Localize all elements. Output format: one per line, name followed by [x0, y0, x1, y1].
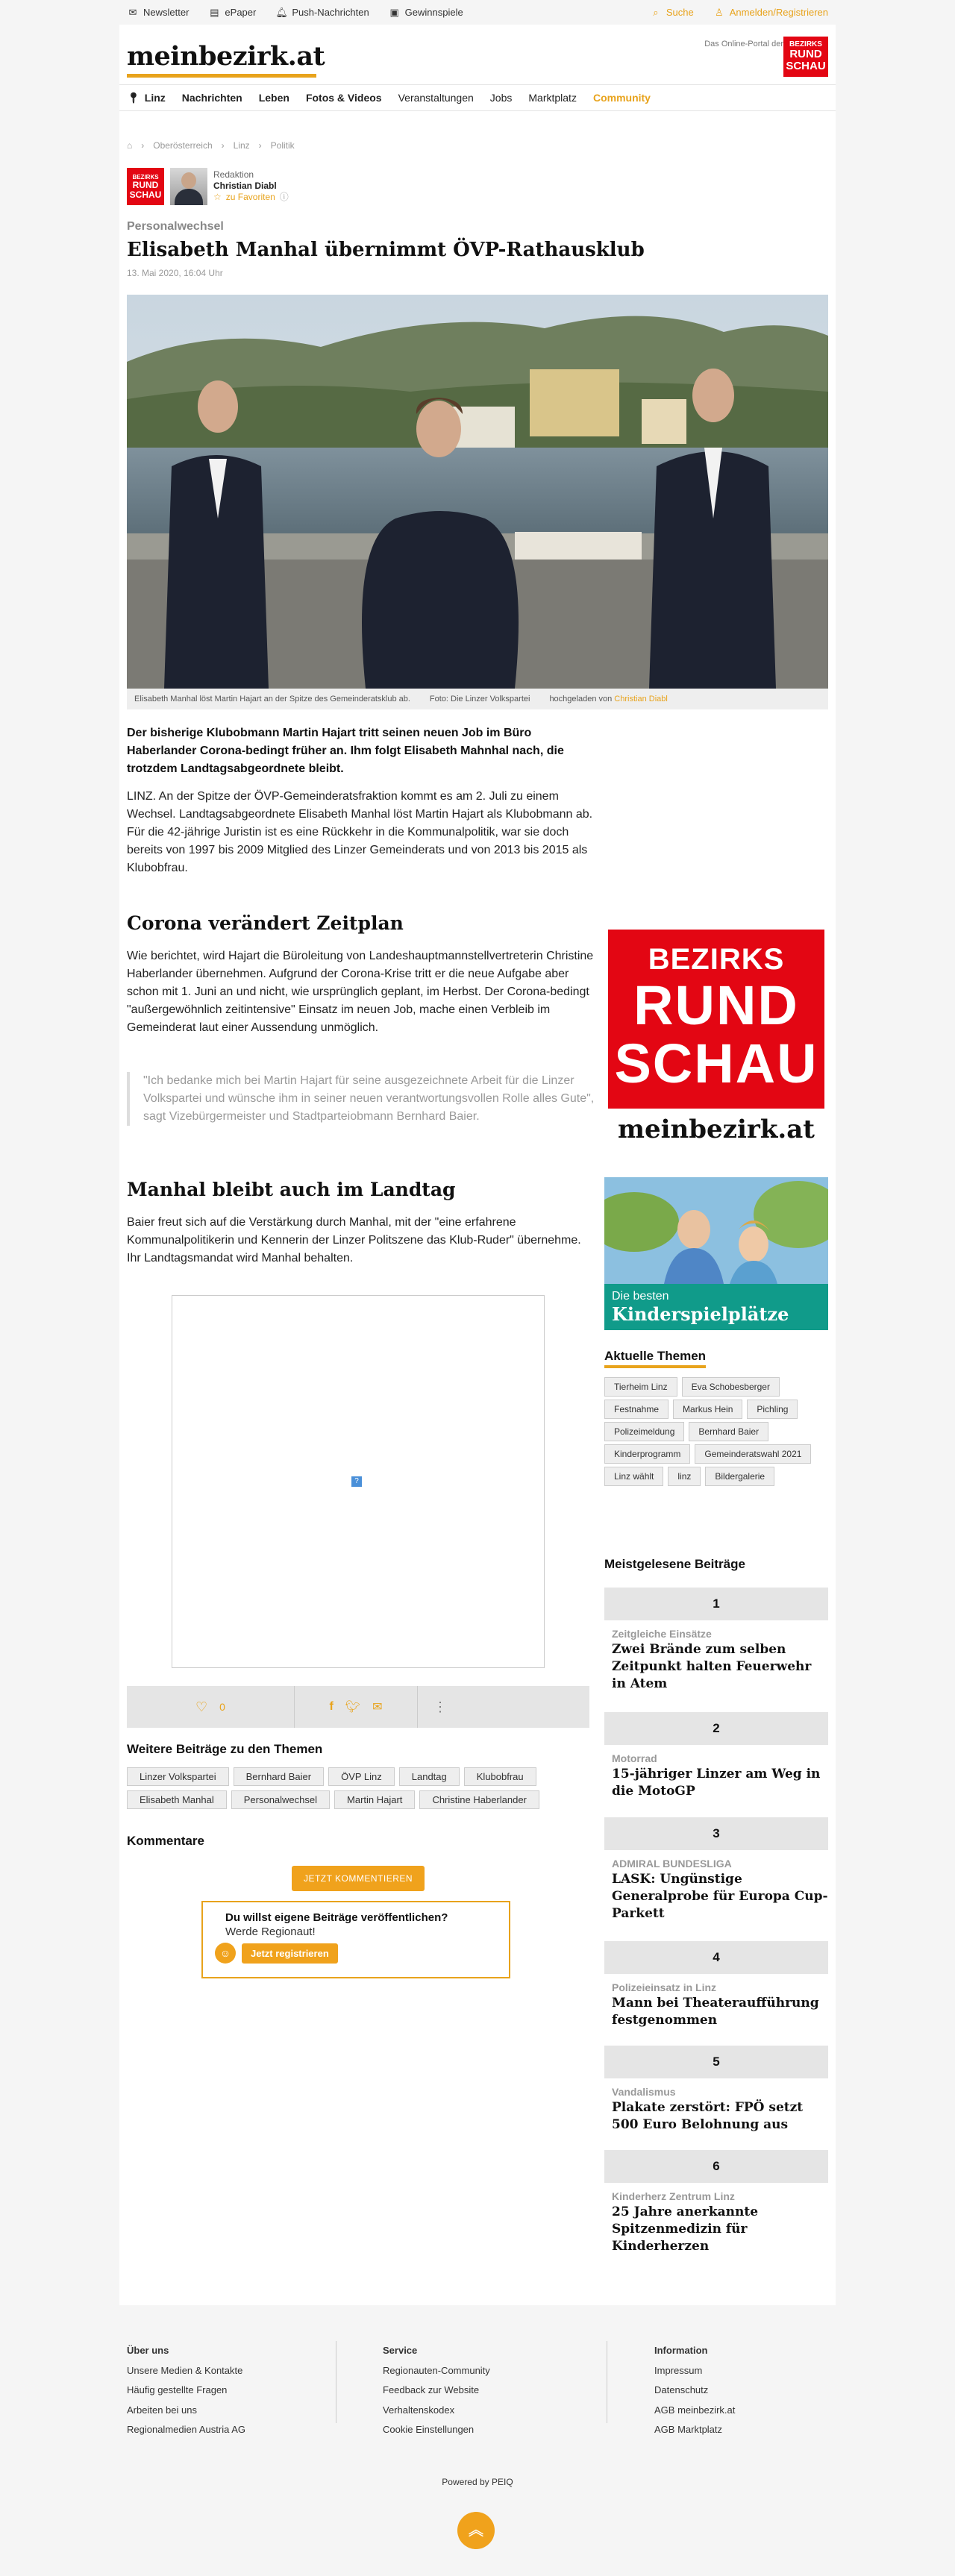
current-topic-tag[interactable]: Festnahme	[604, 1400, 668, 1419]
twitter-icon[interactable]: 🐦︎	[345, 1701, 361, 1714]
current-topic-tag[interactable]: Kinderprogramm	[604, 1444, 690, 1464]
kids-ad-line-2: Kinderspielplätze	[612, 1303, 789, 1325]
top-left-links	[127, 7, 463, 18]
current-topic-tag[interactable]: Polizeimeldung	[604, 1422, 684, 1441]
breadcrumb-separator: ›	[258, 140, 262, 151]
current-topic-tag[interactable]: Gemeinderatswahl 2021	[695, 1444, 811, 1464]
current-topic-tag[interactable]: linz	[668, 1467, 701, 1486]
topic-tags	[127, 1767, 589, 1809]
author-role: Redaktion	[213, 169, 254, 180]
top-utility-bar	[0, 0, 955, 25]
nav-item-leben[interactable]: Leben	[258, 92, 289, 104]
caption-text: Elisabeth Manhal löst Martin Hajart an der Spitze des Gemeinderatsklub ab.	[134, 695, 410, 703]
current-topic-tag[interactable]: Pichling	[747, 1400, 798, 1419]
main-nav	[119, 84, 836, 111]
most-read-category: ADMIRAL BUNDESLIGA	[612, 1858, 732, 1870]
comment-button[interactable]: JETZT KOMMENTIEREN	[292, 1866, 425, 1891]
topic-tag[interactable]: Martin Hajart	[334, 1790, 415, 1809]
uploaded-by	[549, 695, 667, 703]
site-footer	[0, 2305, 955, 2576]
article-title: Elisabeth Manhal übernimmt ÖVP-Rathausklub	[127, 239, 645, 261]
rs-badge-top: BEZIRKS	[789, 40, 822, 48]
favorite-label: zu Favoriten	[225, 192, 275, 202]
scroll-to-top-button[interactable]	[457, 2512, 495, 2549]
breadcrumb-separator: ›	[141, 140, 145, 151]
most-read-heading: Meistgelesene Beiträge	[604, 1557, 745, 1571]
email-share-icon[interactable]: ✉	[372, 1701, 383, 1714]
rundschau-ad[interactable]	[604, 930, 828, 1183]
footer-link[interactable]: AGB Marktplatz	[654, 2424, 723, 2435]
most-read-title[interactable]: 25 Jahre anerkannte Spitzenmedizin für Kinderherzen	[612, 2204, 759, 2254]
footer-link[interactable]: Datenschutz	[654, 2384, 709, 2395]
login-label: Anmelden/Registrieren	[729, 7, 828, 18]
article-action-bar	[127, 1686, 589, 1728]
section-heading-corona: Corona verändert Zeitplan	[127, 912, 404, 934]
like-count: 0	[219, 1701, 225, 1713]
article-paragraph-3: Baier freut sich auf die Verstärkung durch Manhal, mit der "eine erfahrene Kommunalpolitikerin und Kennerin der Linzer Politszene das Klub-Ruder" übernehme. Ihr Landtagsmandat wird Manhal behalten.	[127, 1216, 581, 1265]
rs-small-bot: SCHAU	[129, 189, 162, 200]
nav-item-fotos-videos[interactable]: Fotos & Videos	[305, 92, 382, 104]
most-read-item-4[interactable]	[604, 1941, 828, 2029]
heart-icon: ♡	[195, 1699, 208, 1714]
current-topic-tag[interactable]: Bernhard Baier	[689, 1422, 768, 1441]
author-meta	[213, 168, 289, 203]
section-heading-landtag: Manhal bleibt auch im Landtag	[127, 1179, 456, 1200]
article-date: 13. Mai 2020, 16:04 Uhr	[127, 268, 223, 278]
current-topic-tag[interactable]: Tierheim Linz	[604, 1377, 677, 1397]
nav-item-veranstaltungen[interactable]: Veranstaltungen	[398, 92, 474, 104]
topic-tag[interactable]: Bernhard Baier	[234, 1767, 324, 1786]
footer-link[interactable]: Cookie Einstellungen	[383, 2424, 475, 2435]
embedded-content-frame[interactable]	[172, 1295, 545, 1668]
page-container	[119, 25, 836, 2305]
avatar[interactable]	[170, 168, 207, 205]
rs-small-top: BEZIRKS	[132, 174, 159, 181]
location-selector[interactable]	[127, 92, 166, 104]
home-icon[interactable]: ⌂	[127, 140, 133, 151]
most-read-item-1[interactable]	[604, 1588, 828, 1693]
most-read-category: Zeitgleiche Einsätze	[612, 1628, 712, 1640]
portal-text: Das Online-Portal der	[704, 40, 783, 48]
search-icon: ⌕	[653, 6, 659, 18]
kids-ad-line-1: Die besten	[612, 1290, 669, 1303]
ad-slot-empty	[604, 724, 828, 911]
footer-col-service	[383, 2341, 490, 2440]
uploaded-prefix: hochgeladen von	[549, 695, 613, 703]
most-read-title[interactable]: 15-jähriger Linzer am Weg in die MotoGP	[612, 1767, 821, 1799]
current-topic-tag[interactable]: Linz wählt	[604, 1467, 663, 1486]
topic-tag[interactable]: Linzer Volkspartei	[127, 1767, 229, 1786]
footer-link[interactable]: Regionalmedien Austria AG	[127, 2424, 245, 2435]
rundschau-logo[interactable]	[783, 37, 828, 77]
search-link[interactable]	[650, 7, 694, 18]
most-read-title[interactable]: LASK: Ungünstige Generalprobe für Europa Cup-Parkett	[612, 1872, 828, 1921]
footer-link[interactable]: AGB meinbezirk.at	[654, 2404, 736, 2416]
author-box	[127, 168, 289, 205]
current-topic-tag[interactable]: Eva Schobesberger	[682, 1377, 780, 1397]
share-group	[295, 1686, 418, 1728]
most-read-category: Polizeieinsatz in Linz	[612, 1981, 717, 1993]
user-icon: ♙	[714, 6, 724, 18]
article-paragraph-2: Wie berichtet, wird Hajart die Büroleitung von Landeshauptmannstellvertreterin Christine Haberlander übernehmen. Aufgrund der Corona-Krise tritt er die neue Aufgabe aber schon mit 1. Juni an und nicht, wie ursprünglich geplant, im Herbst. Der Corona-bedingt "außergewöhnlich zeitintensive" Einsatz im neuen Job, mache einen Verbleib im Gemeinderat laut einer Aussendung unmöglich.	[127, 950, 594, 1034]
powered-by: Powered by PEIQ	[442, 2477, 513, 2487]
topic-tag[interactable]: Elisabeth Manhal	[127, 1790, 227, 1809]
gewinnspiele-link[interactable]	[389, 7, 463, 18]
push-label: Push-Nachrichten	[292, 7, 369, 18]
footer-link[interactable]: Häufig gestellte Fragen	[127, 2384, 228, 2395]
footer-link[interactable]: Impressum	[654, 2364, 703, 2376]
rs-badge-bot: SCHAU	[786, 60, 826, 72]
breadcrumb-linz[interactable]: Linz	[233, 140, 250, 151]
footer-heading: Service	[383, 2345, 418, 2356]
rs-ad-line-2: RUND	[633, 974, 799, 1036]
rs-ad-line-1: BEZIRKS	[648, 943, 785, 976]
most-read-item-6[interactable]	[604, 2150, 828, 2255]
top-right-links	[650, 7, 828, 18]
most-read-title[interactable]: Zwei Brände zum selben Zeitpunkt halten Feuerwehr in Atem	[612, 1642, 812, 1691]
breadcrumb-politik[interactable]: Politik	[270, 140, 295, 151]
epaper-link[interactable]	[208, 7, 256, 18]
promo-line-1: Du willst eigene Beiträge veröffentlichen?	[225, 1911, 448, 1924]
search-label: Suche	[666, 7, 694, 18]
kinderspielplaetze-ad[interactable]	[604, 1177, 828, 1330]
footer-col-about	[127, 2341, 245, 2440]
most-read-item-5[interactable]	[604, 2046, 828, 2134]
gift-icon: ▣	[389, 6, 399, 18]
like-button[interactable]	[127, 1686, 295, 1728]
rank-number: 5	[604, 2046, 828, 2078]
most-read-category: Motorrad	[612, 1752, 657, 1764]
favorite-button[interactable]	[213, 192, 289, 203]
star-icon: ☆	[213, 192, 222, 202]
nav-item-jobs[interactable]: Jobs	[489, 92, 513, 104]
double-chevron-up-icon: ︽	[469, 2522, 483, 2539]
footer-link[interactable]: Unsere Medien & Kontakte	[127, 2364, 243, 2376]
author-name[interactable]: Christian Diabl	[213, 181, 277, 191]
topic-tag[interactable]: Christine Haberlander	[419, 1790, 539, 1809]
breadcrumb	[127, 140, 295, 151]
photo-caption	[127, 689, 828, 709]
regionaut-promo	[201, 1901, 510, 1978]
rs-ad-brand: meinbezirk.at	[618, 1115, 815, 1144]
register-button[interactable]: Jetzt registrieren	[242, 1943, 338, 1964]
push-link[interactable]	[275, 7, 369, 18]
topic-tag[interactable]: Landtag	[399, 1767, 460, 1786]
footer-col-information	[654, 2341, 735, 2440]
rs-badge-mid: RUND	[789, 48, 822, 60]
info-icon[interactable]: ⓘ	[279, 192, 289, 202]
rs-ad-line-3: SCHAU	[614, 1032, 818, 1094]
nav-item-community[interactable]: Community	[592, 92, 651, 104]
rank-number: 3	[604, 1817, 828, 1850]
most-read-category: Kinderherz Zentrum Linz	[612, 2190, 735, 2202]
topics-heading: Weitere Beiträge zu den Themen	[127, 1742, 323, 1756]
map-pin-icon: 📍︎	[127, 91, 140, 104]
topic-tag[interactable]: Personalwechsel	[231, 1790, 330, 1809]
topic-tag[interactable]: ÖVP Linz	[328, 1767, 395, 1786]
most-read-title[interactable]: Mann bei Theateraufführung festgenommen	[612, 1996, 819, 2028]
footer-heading: Über uns	[127, 2345, 169, 2356]
newsletter-label: Newsletter	[143, 7, 190, 18]
rs-small-mid: RUND	[132, 180, 159, 190]
most-read-item-3[interactable]	[604, 1817, 828, 1922]
footer-link[interactable]: Arbeiten bei uns	[127, 2404, 197, 2416]
epaper-label: ePaper	[225, 7, 257, 18]
author-publisher-logo[interactable]	[127, 168, 164, 205]
current-topic-tags	[604, 1377, 828, 1486]
site-header	[119, 25, 836, 84]
rank-number: 6	[604, 2150, 828, 2183]
rank-number: 1	[604, 1588, 828, 1620]
rundschau-ad-logo	[608, 930, 824, 1109]
article-photo[interactable]	[127, 295, 828, 689]
uploader-link[interactable]: Christian Diabl	[614, 695, 668, 703]
rank-number: 4	[604, 1941, 828, 1974]
most-read-category: Vandalismus	[612, 2086, 676, 2098]
footer-link[interactable]: Regionauten-Community	[383, 2364, 490, 2376]
nav-item-nachrichten[interactable]: Nachrichten	[181, 92, 242, 104]
current-topic-tag[interactable]: Bildergalerie	[705, 1467, 774, 1486]
footer-link[interactable]: Verhaltenskodex	[383, 2404, 455, 2416]
article-lead: Der bisherige Klubobmann Martin Hajart tritt seinen neuen Job im Büro Haberlander Corona-bedingt früher an. Ihm folgt Elisabeth Mahnhal nach, die trotzdem Landtagsabgeordnete bleibt.	[127, 727, 564, 775]
regionaut-face-icon: ☺	[215, 1943, 236, 1964]
login-link[interactable]	[713, 7, 828, 18]
article-kicker: Personalwechsel	[127, 220, 224, 233]
newsletter-link[interactable]	[127, 7, 189, 18]
most-read-title[interactable]: Plakate zerstört: FPÖ setzt 500 Euro Belohnung aus	[612, 2100, 804, 2132]
facebook-icon[interactable]: f	[329, 1700, 334, 1713]
most-read-item-2[interactable]	[604, 1712, 828, 1800]
footer-link[interactable]: Feedback zur Website	[383, 2384, 480, 2395]
logo-underline	[127, 74, 316, 78]
site-logo[interactable]: meinbezirk.at	[127, 41, 325, 72]
breadcrumb-oberoesterreich[interactable]: Oberösterreich	[153, 140, 213, 151]
bell-icon: 🔔︎	[275, 6, 288, 18]
newspaper-icon: ▤	[210, 6, 219, 18]
article-paragraph-1: LINZ. An der Spitze der ÖVP-Gemeinderatsfraktion kommt es am 2. Juli zu einem Wechsel. Landtagsabgeordnete Elisabeth Manhal löst Martin Hajart als Klubobmann ab. Für die 42-jährige Juristin ist es eine Rückkehr in die Kommunalpolitik, war sie doch bereits von 1997 bis 2009 Mitglied des Linzer Gemeinderats und von 2013 bis 2015 als Klubobfrau.	[127, 790, 593, 874]
nav-item-marktplatz[interactable]: Marktplatz	[528, 92, 577, 104]
more-options-icon[interactable]: ⋮	[433, 1699, 447, 1714]
mail-icon: ✉	[128, 6, 137, 18]
topic-tag[interactable]: Klubobfrau	[464, 1767, 536, 1786]
footer-heading: Information	[654, 2345, 708, 2356]
breadcrumb-separator: ›	[221, 140, 225, 151]
gewinnspiele-label: Gewinnspiele	[404, 7, 463, 18]
current-topics-heading: Aktuelle Themen	[604, 1349, 706, 1368]
rank-number: 2	[604, 1712, 828, 1745]
article-quote: "Ich bedanke mich bei Martin Hajart für seine ausgezeichnete Arbeit für die Linzer Volkspartei und wünsche ihm in seiner neuen verantwortungsvollen Rolle alles Gute", sagt Vizebürgermeister und Stadtparteiobmann Bernhard Baier.	[127, 1072, 597, 1126]
photo-credit: Foto: Die Linzer Volkspartei	[429, 695, 530, 703]
location-label: Linz	[144, 92, 166, 104]
comments-heading: Kommentare	[127, 1834, 204, 1848]
current-topic-tag[interactable]: Markus Hein	[673, 1400, 742, 1419]
promo-line-2: Werde Regionaut!	[225, 1925, 316, 1938]
broken-image-icon: ?	[351, 1476, 362, 1487]
